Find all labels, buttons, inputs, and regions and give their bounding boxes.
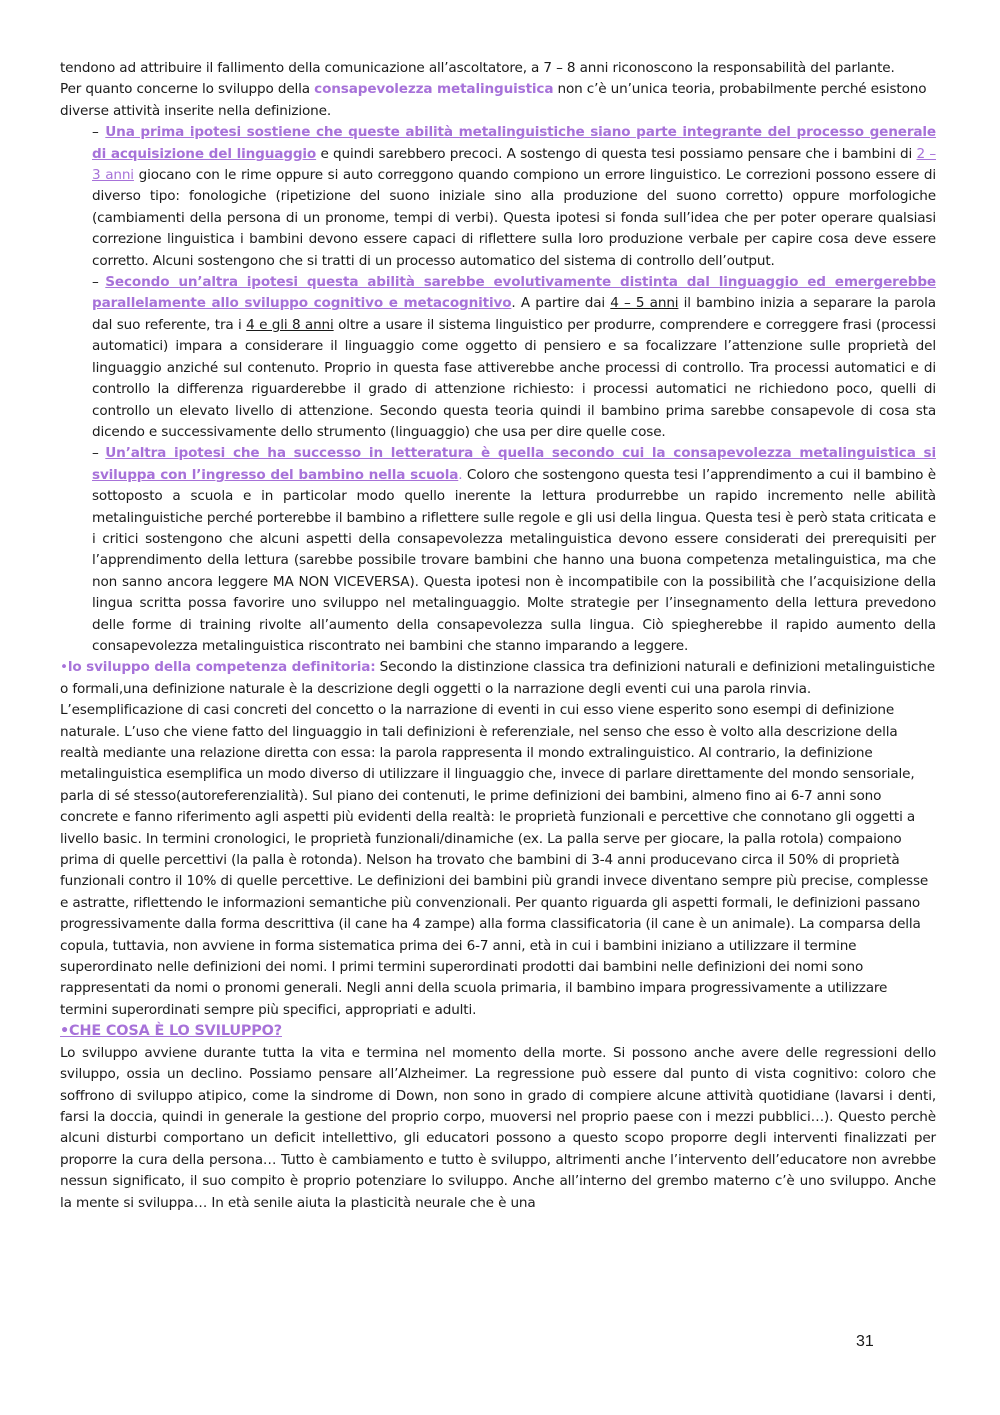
hypothesis-highlight: Secondo un’altra ipotesi questa abilità sarebbe evolutivamente distinta dal linguaggio ed emergerebbe parallelamente allo sviluppo cognitivo e metacognitivo [92,274,936,312]
definitoria-section [60,657,936,1021]
intro-text-after: non c’è un’unica teoria, probabilmente perché esistono diverse attività inserite nella definizione. [60,81,927,119]
dash-marker: – [92,124,99,141]
dash-marker: – [92,445,99,462]
sviluppo-heading: •CHE COSA È LO SVILUPPO? [60,1023,282,1040]
hypothesis-period: . [458,466,463,483]
hypothesis-text: . A partire dai [511,295,611,312]
age-range: 4 – 5 anni [610,295,679,312]
age-range: 2 – 3 anni [92,145,936,184]
definitoria-heading: lo sviluppo della competenza definitoria: [67,659,376,676]
sviluppo-text: Lo sviluppo avviene durante tutta la vita e termina nel momento della morte. Si possono anche avere delle regressioni dello sviluppo, ossia un declino. Possiamo pensare all’Alzheimer. La regressione può essere dal punto di vista cognitivo: coloro che soffrono di sviluppo atipico, come la sindrome di Down, non sono in grado di compiere alcune attività quotidiane (lavarsi i denti, farsi la doccia, quindi in generale la gestione del proprio corpo, muoversi nel proprio paese con i mezzi pubblici…). Questo perchè alcuni disturbi comportano un deficit intellettivo, gli educatori possono a questo scopo proporre degli interventi finalizzati per proporre la cura della persona… Tutto è cambiamento e tutto è sviluppo, altrimenti anche l’intervento dell’educatore non avrebbe nessun significato, il suo compito è proprio potenziare lo sviluppo. Anche all’interno del grembo materno c’è uno sviluppo. Anche la mente si sviluppa… In età senile aiuta la plasticità neurale che è una [60,1044,936,1211]
age-range: 4 e gli 8 anni [246,316,334,333]
hypothesis-item [92,122,936,272]
metalinguistic-intro [60,79,936,122]
hypothesis-highlight: Un’altra ipotesi che ha successo in letteratura è quella secondo cui la consapevolezza metalinguistica si sviluppa con l’ingresso del bambino nella scuola [92,445,936,483]
hypothesis-text: giocano con le rime oppure si auto correggono quando compiono un errore linguistico. Le correzioni possono essere di diverso tipo: fonologiche (ripetizione del suono iniziale sino alla produzione del suono corretto) oppure morfologiche (cambiamenti della persona di un pronome, tempi di verbi). Questa ipotesi si fonda sull’idea che per poter operare qualsiasi correzione linguistica i bambini devono essere capaci di riflettere sulla loro produzione verbale per capire cosa deve essere corretto. Alcuni sostengono che si tratti di un processo automatico del sistema di controllo dell’output. [92,167,936,269]
intro-line: tendono ad attribuire il fallimento della comunicazione all’ascoltatore, a 7 – 8 anni riconoscono la responsabilità del parlante. [60,60,895,76]
page-number: 31 [856,1333,874,1350]
intro-text-before: Per quanto concerne lo sviluppo della [60,81,315,98]
document-page [60,58,936,1214]
hypotheses-list [60,122,936,657]
bullet-dot: • [60,659,68,676]
hypothesis-text: il bambino inizia a separare la parola dal suo referente, tra i [92,295,936,333]
hypothesis-item [92,272,936,443]
hypothesis-text: Coloro che sostengono questa tesi l’apprendimento a cui il bambino è sottoposto a scuola e in particolar modo quello inerente la lettura produrrebbe un rapido incremento nelle abilità metalinguistiche perché porterebbe il bambino a riflettere sulle regole e gli usi della lingua. Questa tesi è però stata criticata e i critici sostengono che alcuni aspetti della consapevolezza metalinguistica devono essere considerati dei prerequisiti per l’apprendimento della lettura (sarebbe possibile trovare bambini che hanno una buona competenza metalinguistica, ma che non sanno ancora leggere MA NON VICEVERSA). Questa ipotesi non è incompatibile con la possibilità che l’acquisizione della lingua scritta possa favorire uno sviluppo nel metalinguaggio. Molte strategie per l’insegnamento della lettura prevedono delle forme di training rivolte all’aumento della consapevolezza sulla lingua. Ciò spiegherebbe il rapido aumento della consapevolezza metalinguistica riscontrato nei bambini che stanno imparando a leggere. [92,466,936,654]
hypothesis-text: oltre a usare il sistema linguistico per produrre, comprendere e correggere frasi (processi automatici) impara a considerare il linguaggio come oggetto di pensiero e sa focalizzare l’attenzione sulle proprietà del linguaggio anziché sul contenuto. Proprio in questa fase attiverebbe anche processi di controllo. Tra processi automatici e di controllo la differenza riguarderebbe il grado di attenzione richiesto: i processi automatici ne richiedono poco, quelli di controllo un elevato livello di attenzione. Secondo questa teoria quindi il bambino prima sarebbe consapevole di cosa sta dicendo e successivamente dello strumento (linguaggio) che usa per dire quelle cose. [92,316,936,440]
metalinguistic-highlight: consapevolezza metalinguistica [314,81,554,98]
hypothesis-highlight: Una prima ipotesi sostiene che queste abilità metalinguistiche siano parte integrante del processo generale di acquisizione del linguaggio [92,124,936,162]
hypothesis-item [92,443,936,657]
dash-marker: – [92,274,99,291]
hypothesis-text: e quindi sarebbero precoci. A sostengo di questa tesi possiamo pensare che i bambini di [316,145,917,162]
definitoria-text: Secondo la distinzione classica tra definizioni naturali e definizioni metalinguistiche o formali,una definizione naturale è la descrizione degli oggetti o la narrazione degli eventi cui una parola rinvia. L’esemplificazione di casi concreti del concetto o la narrazione di eventi in cui esso viene esperito sono esempi di definizione naturale. L’uso che viene fatto del linguaggio in tali definizioni è referenziale, nel senso che esso è volto alla descrizione della realtà mediante una relazione diretta con essa: la parola rappresenta il mondo extralinguistico. Al contrario, la definizione metalinguistica esemplifica un modo diverso di utilizzare il linguaggio che, invece di parlare direttamente del mondo sensoriale, parla di sé stesso(autoreferenzialità). Sul piano dei contenuti, le prime definizioni dei bambini, almeno fino ai 6-7 anni sono concrete e fanno riferimento agli aspetti più evidenti della realtà: le proprietà funzionali e percettive che connotano gli oggetti a livello basic. In termini cronologici, le proprietà funzionali/dinamiche (ex. La palla serve per giocare, la palla rotola) compaiono prima di quelle percettivi (la palla è rotonda). Nelson ha trovato che bambini di 3-4 anni producevano circa il 50% di proprietà funzionali contro il 10% di quelle percettive. Le definizioni dei bambini più grandi invece diventano sempre più precise, complesse e astratte, riflettendo le informazioni semantiche più convenzionali. Per quanto riguarda gli aspetti formali, le definizioni passano progressivamente dalla forma descrittiva (il cane ha 4 zampe) alla forma classificatoria (il cane è un animale). La comparsa della copula, tuttavia, non avviene in forma sistematica prima dei 6-7 anni, età in cui i bambini iniziano a utilizzare il termine superordinato nelle definizioni dei nomi. I primi termini superordinati prodotti dai bambini nelle definizioni dei nomi sono rappresentati da nomi o pronomi generali. Negli anni della scuola primaria, il bambino impara progressivamente a utilizzare termini superordinati sempre più specifici, appropriati e adulti. [60,659,935,1018]
